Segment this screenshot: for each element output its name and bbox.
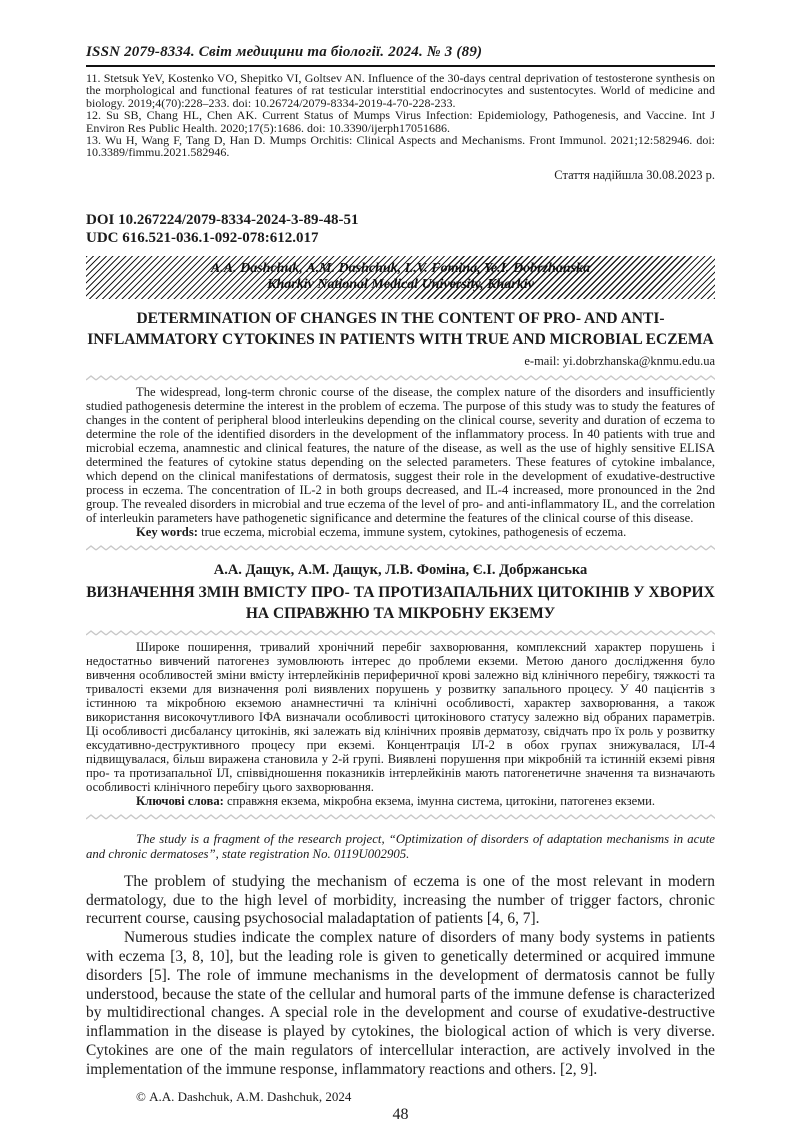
article-title-en: DETERMINATION OF CHANGES IN THE CONTENT OF PRO- AND ANTI-INFLAMMATORY CYTOKINES IN PATIENTS WITH TRUE AND MICROBIAL ECZEMA [87,309,714,348]
references-list [86,72,715,159]
keywords-en-label: Key words: [136,524,198,539]
article-received-date: Стаття надійшла 30.08.2023 р. [554,167,715,182]
keywords-uk-text: справжня екзема, мікробна екзема, імунна система, цитокіни, патогенез екземи. [223,793,656,808]
abstract-en [86,385,715,539]
article-body [86,873,715,1080]
abstract-uk [86,640,715,808]
zigzag-divider [86,544,715,552]
email-line: e-mail: yi.dobrzhanska@knmu.edu.ua [524,353,715,368]
copyright-line: © А.А. Dashchuk, А.М. Dashchuk, 2024 [136,1088,352,1104]
doi-udc-block [86,211,715,247]
zigzag-divider [86,374,715,382]
research-fragment-note: The study is a fragment of the research project, “Optimization of disorders of adaptation mechanisms in acute and chronic dermatoses”, state registration No. 0119U002905. [86,831,715,862]
doi-line: DOI 10.267224/2079-8334-2024-3-89-48-51 [86,211,359,228]
zigzag-divider [86,813,715,821]
abstract-en-text: The widespread, long-term chronic course of the disease, the complex nature of the disorders and insufficiently studied pathogenesis determine the interest in the problem of eczema. The purpose of this study was to study the features of changes in the content of peripheral blood interleukins depending on the clinical course, severity and duration of eczema to determine the role of the identified disorders in the development of the inflammatory process. In 40 patients with true and microbial eczema, anamnestic and clinical features, the nature of the disease, as well as the use of highly sensitive ELISA determined the features of cytokine status depending on the selected parameters. These features of cytokine imbalance, which depend on the clinical manifestations of dermatosis, suggest their role in the development of exudative-destructive process in eczema. The concentration of IL-2 in both groups decreased, and IL-4 increased, more pronounced in the 2nd group. The revealed disorders in microbial and true eczema of the level of pro- and anti-inflammatory IL, and the correlation of interleukin parameters have pathogenetic significance and determine the features of the clinical course of this disease. [86,384,715,525]
page-number: 48 [392,1105,409,1123]
authors-hatched-band [86,256,715,299]
article-title-uk: ВИЗНАЧЕННЯ ЗМІН ВМІСТУ ПРО- ТА ПРОТИЗАПАЛЬНИХ ЦИТОКІНІВ У ХВОРИХ НА СПРАВЖНЮ ТА МІКРОБНУ ЕКЗЕМУ [86,583,715,622]
authors-uk: А.А. Дащук, А.М. Дащук, Л.В. Фоміна, Є.І. Добржанська [213,561,588,578]
body-paragraph: The problem of studying the mechanism of eczema is one of the most relevant in modern dermatology, due to the high level of morbidity, increasing the number of trigger factors, chronic recurrent course, causing psychosocial maladaptation of patients [4, 6, 7]. [86,872,715,928]
reference-item: 11. Stetsuk YeV, Kostenko VO, Shepitko VI, Goltsev AN. Influence of the 30-days central deprivation of testosterone synthesis on the morphological and functional features of rat testicular interstitial endocrinocytes and sustentocytes. World of medicine and biology. 2019;4(70):228–233. doi: 10.26724/2079-8334-2019-4-70-228-233. [86,71,715,110]
body-paragraph: Numerous studies indicate the complex nature of disorders of many body systems in patients with eczema [3, 8, 10], but the leading role is given to genetically determined or acquired immune disorders [5]. The role of immune mechanisms in the development of dermatosis cannot be fully understood, because the state of the cellular and humoral parts of the immune defense is characterized by multidirectional changes. A special role in the development and course of exudative-destructive inflammation in the disease is played by cytokines, the biological action of which is very diverse. Cytokines are one of the main regulators of intercellular interaction, are actively involved in the implementation of the immune response, inflammatory reactions and others. [2, 9]. [86,929,715,1078]
reference-item: 13. Wu H, Wang F, Tang D, Han D. Mumps Orchitis: Clinical Aspects and Mechanisms. Front Immunol. 2021;12:582946. doi: 10.3389/fimmu.2021.582946. [86,133,715,160]
affiliation-en: Kharkiv National Medical University, Kharkiv [267,276,534,292]
journal-header: ISSN 2079-8334. Світ медицини та біології. 2024. № 3 (89) [86,44,715,67]
keywords-en [86,525,715,539]
keywords-en-text: true eczema, microbial eczema, immune system, cytokines, pathogenesis of eczema. [197,524,627,539]
zigzag-divider [86,629,715,637]
udc-line: UDC 616.521-036.1-092-078:612.017 [86,229,319,246]
page-footer [86,1089,715,1124]
reference-item: 12. Su SB, Chang HL, Chen AK. Current Status of Mumps Virus Infection: Epidemiology, Pathogenesis, and Vaccine. Int J Environ Res Public Health. 2020;17(5):1686. doi: 10.3390/ijerph17051686. [86,108,715,135]
keywords-uk-label: Ключові слова: [136,793,224,808]
keywords-uk [86,794,715,808]
abstract-uk-text: Широке поширення, тривалий хронічний перебіг захворювання, комплексний характер порушень і недостатньо вивчений патогенез зумовлюють інтерес до проблеми екземи. Метою даного дослідження було вивчення особливостей зміни вмісту інтерлейкінів периферичної крові залежно від клінічного перебігу, тяжкості та тривалості екземи для визначення ролі виявлених порушень у розвитку запального процесу. У 40 пацієнтів з істинною та мікробною екземою анамнестичні та клінічні особливості, характер захворювання, а також використання високочутливого ІФА визначали особливості цитокінового статусу залежно від обраних параметрів. Ці особливості дисбалансу цитокінів, які залежать від клінічних проявів дерматозу, свідчать про їх роль у розвитку ексудативно-деструктивного процесу при екземі. Концентрація ІЛ-2 в обох групах знижувалася, ІЛ-4 підвищувалася, більш виражена становила у 2-й групі. Виявлені порушення при мікробній та істинній екземі рівня про- та протизапальної ІЛ, співвідношення показників інтерлейкінів мають патогенетичне значення та визначають особливості клінічного перебігу цього захворювання. [86,639,715,794]
authors-en: А.А. Dashchuk, А.М. Dashchuk, L.V. Fomina, Ye.I. Dobrzhanska [210,260,591,276]
